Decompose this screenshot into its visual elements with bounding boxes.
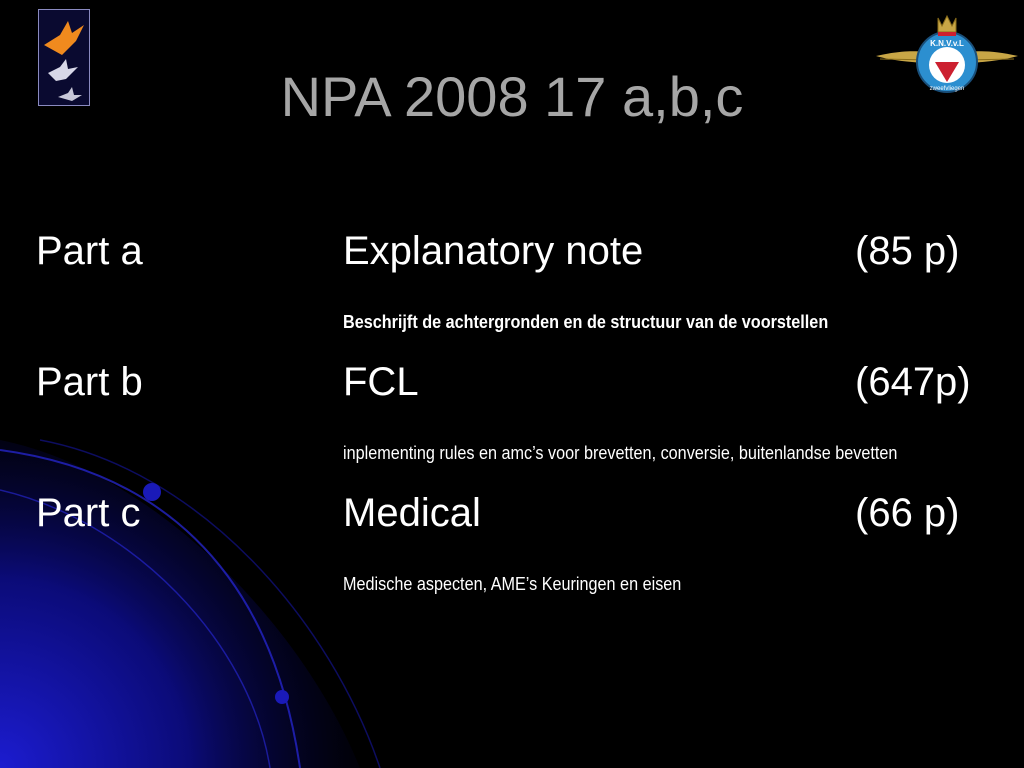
badge-top-text: K.N.V.v.L [930,39,964,48]
part-label: Part b [36,360,143,404]
part-name: FCL [343,360,419,404]
part-name: Explanatory note [343,229,644,273]
part-pages: (85 p) [855,229,960,273]
part-description: inplementing rules en amc’s voor brevetten, conversie, buitenlandse bevetten [343,443,898,463]
part-description: Medische aspecten, AME’s Keuringen en eisen [343,574,682,594]
part-description: Beschrijft de achtergronden en de structuur van de voorstellen [343,312,829,332]
part-label: Part a [36,229,143,273]
part-label: Part c [36,491,141,535]
badge-bottom-text: zweefvliegen [929,86,965,92]
slide-title: NPA 2008 17 a,b,c [280,65,744,128]
part-pages: (66 p) [855,491,960,535]
part-name: Medical [343,491,481,535]
part-pages: (647p) [855,360,971,404]
